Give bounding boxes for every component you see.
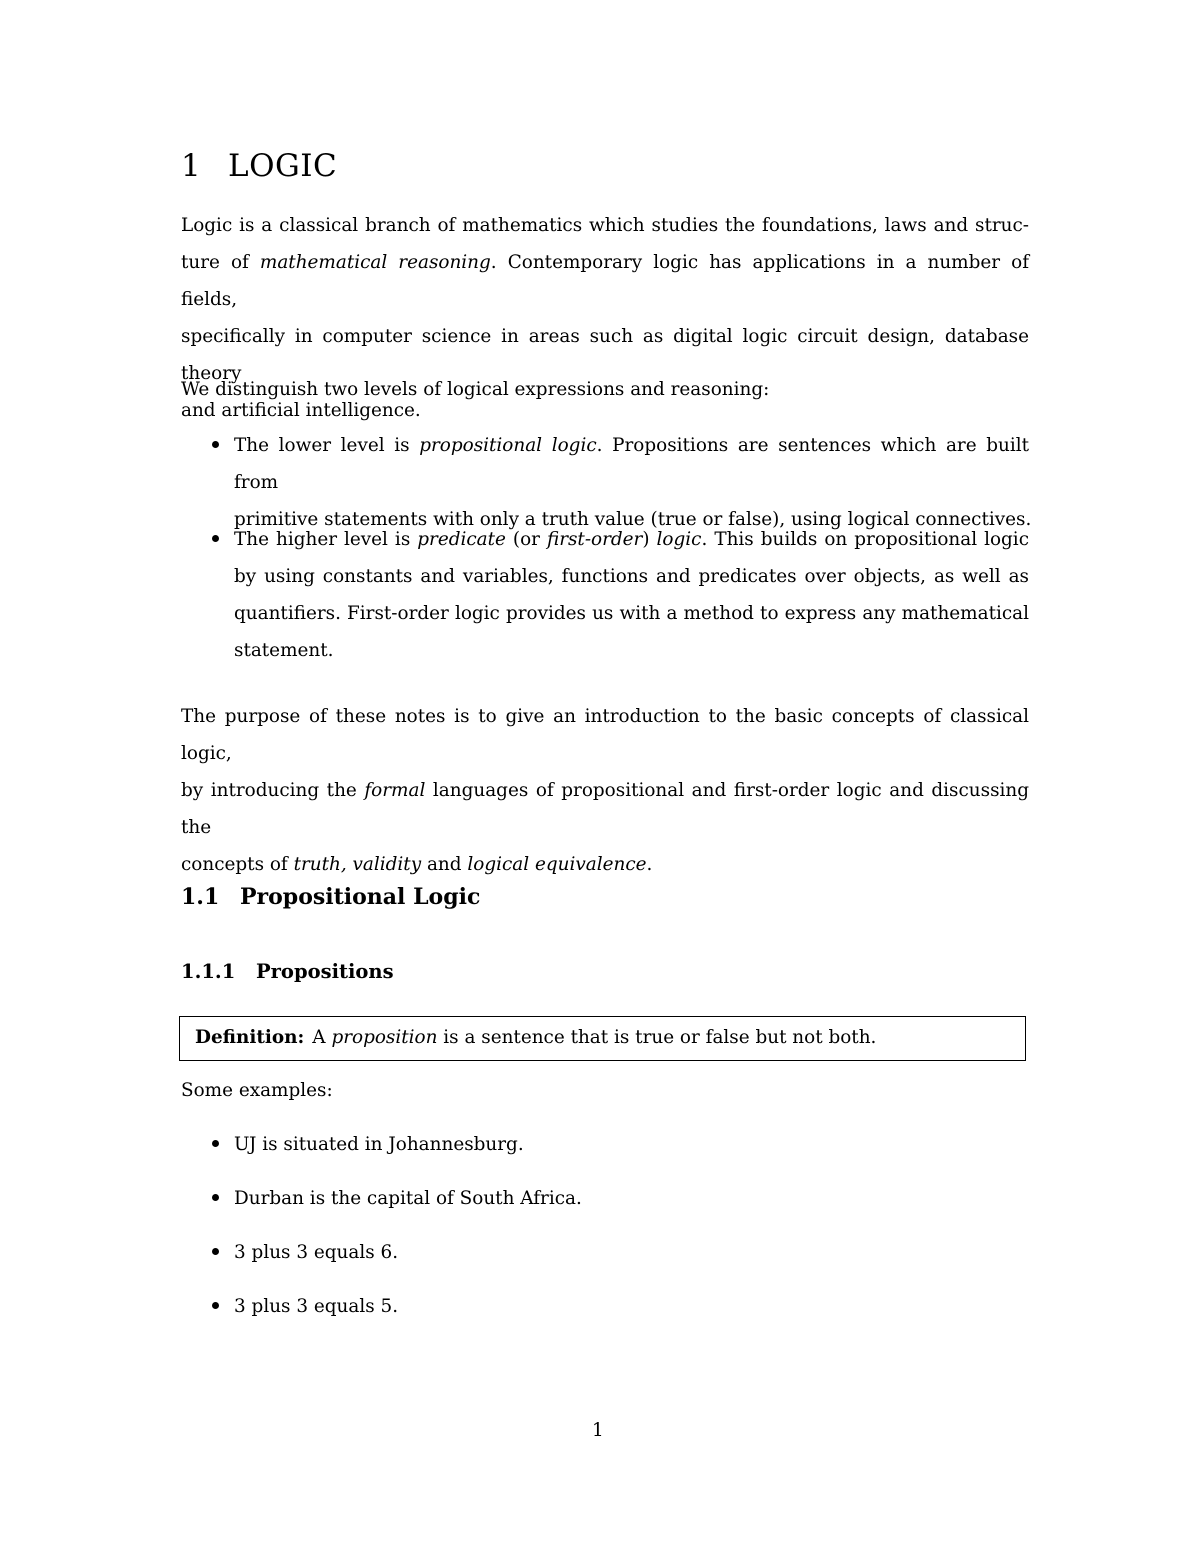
emphasis-proposition: proposition (331, 1027, 438, 1048)
example-text: Durban is the capital of South Africa. (234, 1188, 582, 1209)
emphasis-logical-equivalence: logical equivalence (467, 854, 647, 875)
subsubsection-heading (181, 960, 394, 983)
emphasis-mathematical-reasoning: mathematical reasoning (259, 252, 491, 273)
example-text: 3 plus 3 equals 5. (234, 1296, 399, 1317)
level-higher-text: The higher level is predicate (or first-order) logic. This builds on propositional logic by using constants and variables, functions and predicates over objects, as well as quantifiers. First-order logic provides us with a method to express any mathematical statement. (234, 529, 1029, 661)
subsubsection-number: 1.1.1 (181, 960, 236, 983)
emphasis-predicate: predicate (417, 529, 506, 550)
purpose-paragraph: The purpose of these notes is to give an introduction to the basic concepts of classical logic, by introducing the formal languages of propositional and first-order logic and discussing the concepts of truth, validity and logical equivalence. (181, 706, 1030, 875)
level-lower-text: The lower level is propositional logic. Propositions are sentences which are built from primitive statements with only a truth value (true or false), using logical connectives. (234, 435, 1032, 530)
definition-label: Definition: (195, 1027, 305, 1048)
intro-line-4: and artificial intelligence. (181, 400, 421, 421)
definition-box (179, 1016, 1026, 1061)
bullet-icon (212, 1248, 219, 1255)
bullet-icon (212, 535, 219, 542)
intro-line-2: ture of mathematical reasoning. Contemporary logic has applications in a number of fields, (181, 252, 1030, 310)
subsection-number: 1.1 (181, 884, 220, 910)
subsubsection-title: Propositions (256, 960, 394, 983)
subsection-title: Propositional Logic (240, 884, 481, 910)
levels-intro: We distinguish two levels of logical expressions and reasoning: (181, 379, 770, 400)
subsection-heading (181, 884, 480, 910)
emphasis-truth-validity: truth, validity (293, 854, 422, 875)
section-title: LOGIC (228, 148, 338, 184)
emphasis-first-order: first-order (546, 529, 643, 550)
section-heading (181, 148, 337, 184)
bullet-icon (212, 441, 219, 448)
page-number: 1 (592, 1420, 604, 1441)
example-text: UJ is situated in Johannesburg. (234, 1134, 524, 1155)
example-text: 3 plus 3 equals 6. (234, 1242, 399, 1263)
definition-text: Definition: A proposition is a sentence that is true or false but not both. (195, 1027, 877, 1048)
emphasis-formal: formal (364, 780, 426, 801)
emphasis-propositional-logic: propositional logic (419, 435, 597, 456)
intro-line-1: Logic is a classical branch of mathematics which studies the foundations, laws and struc- (181, 215, 1029, 236)
section-number: 1 (181, 148, 202, 184)
bullet-icon (212, 1194, 219, 1201)
examples-intro: Some examples: (181, 1080, 333, 1101)
bullet-icon (212, 1140, 219, 1147)
intro-line-3: specifically in computer science in areas such as digital logic circuit design, database theory (181, 326, 1029, 384)
bullet-icon (212, 1302, 219, 1309)
emphasis-logic: logic (656, 529, 702, 550)
